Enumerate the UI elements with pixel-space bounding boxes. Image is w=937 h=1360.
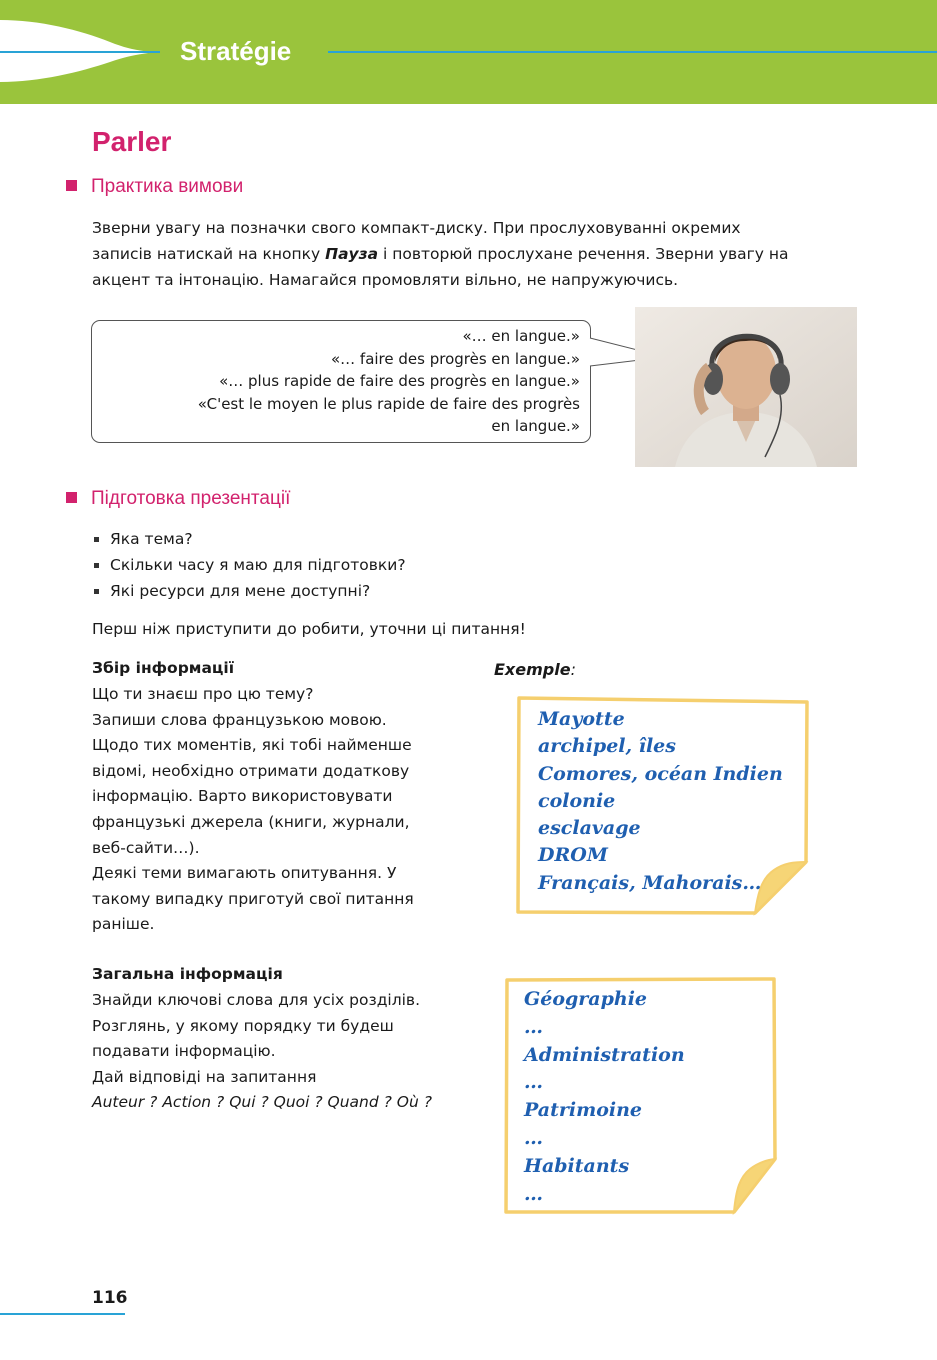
paragraph-line: і повторюй прослухане речення. Зверни увагу на: [378, 245, 789, 263]
chapter-header-band: [0, 0, 937, 104]
bubble-text: [198, 325, 580, 438]
header-wave-decoration: [0, 0, 937, 104]
note-line: …: [524, 1126, 543, 1149]
text-line: Розглянь, у якому порядку ти будеш: [92, 1016, 394, 1035]
collect-info-text: [92, 682, 462, 938]
text-line: раніше.: [92, 915, 155, 934]
note-line: Patrimoine: [524, 1099, 642, 1122]
section-presentation-title: Підготовка презентації: [91, 488, 291, 509]
note-line: colonie: [538, 789, 616, 812]
note-line: Mayotte: [538, 708, 625, 730]
note-line: DROM: [538, 844, 608, 867]
text-line: відомі, необхідно отримати додаткову: [92, 761, 410, 780]
text-line: такому випадку приготуй свої питання: [92, 889, 414, 908]
text-line: подавати інформацію.: [92, 1042, 276, 1061]
example-label-text: Exemple: [494, 660, 571, 679]
question-words: Auteur ? Action ? Qui ? Quoi ? Quand ? Où ?: [92, 1093, 432, 1112]
text-line: Деякі теми вимагають опитування. У: [92, 864, 397, 883]
example-label-colon: :: [570, 660, 576, 679]
text-line: Запиши слова французькою мовою.: [92, 710, 387, 729]
bubble-line: «… plus rapide de faire des progrès en langue.»: [219, 372, 580, 390]
collect-info-title: Збір інформації: [92, 659, 235, 677]
student-with-headphones-photo: [635, 307, 857, 467]
example-label: [494, 660, 576, 679]
sticky-note-2-text: [524, 986, 685, 1208]
section-pronunciation-heading: [66, 176, 243, 198]
general-info-title: Загальна інформація: [92, 965, 283, 983]
page-number: 116: [92, 1288, 128, 1308]
square-bullet-icon: [66, 180, 77, 191]
general-info-text: [92, 988, 462, 1116]
paragraph-line: Зверни увагу на позначки свого компакт-диску. При прослуховуванні окремих: [92, 219, 741, 237]
page-number-underline: [0, 1313, 125, 1315]
text-line: веб-сайти…).: [92, 838, 200, 857]
note-line: Administration: [524, 1043, 685, 1066]
chapter-title: Stratégie: [180, 36, 292, 66]
text-line: Що ти знаєш про цю тему?: [92, 685, 314, 703]
presentation-intro: Перш ніж приступити до робити, уточни ці питання!: [92, 620, 526, 638]
question-list: [92, 526, 406, 604]
note-line: esclavage: [538, 817, 641, 840]
square-bullet-icon: [66, 492, 77, 503]
bubble-line: «C'est le moyen le plus rapide de faire des progrès: [197, 394, 580, 413]
paragraph-line: записів натискай на кнопку: [92, 245, 326, 263]
pause-keyword: Пауза: [325, 245, 379, 263]
pronunciation-paragraph: [92, 215, 882, 293]
section-presentation-heading: [66, 488, 290, 510]
note-line: Habitants: [524, 1154, 630, 1177]
note-line: archipel, îles: [538, 735, 676, 758]
note-line: Géographie: [524, 988, 647, 1010]
note-line: …: [524, 1071, 543, 1094]
list-item: Скільки часу я маю для підготовки?: [92, 552, 406, 578]
text-line: Дай відповіді на запитання: [92, 1067, 317, 1086]
note-line: …: [524, 1182, 543, 1205]
speech-bubble: [91, 320, 591, 443]
text-line: інформацію. Варто використовувати: [92, 787, 393, 806]
text-line: французькі джерела (книги, журнали,: [92, 812, 410, 831]
paragraph-line: акцент та інтонацію. Намагайся промовляти вільно, не напружуючись.: [92, 271, 679, 289]
text-line: Знайди ключові слова для усіх розділів.: [92, 991, 420, 1009]
note-line: Français, Mahorais…: [538, 871, 762, 894]
list-item: Яка тема?: [92, 526, 406, 552]
bubble-line: «… en langue.»: [462, 327, 580, 345]
bubble-line: en langue.»: [491, 417, 580, 435]
note-line: …: [524, 1015, 543, 1038]
sticky-note-1-text: [538, 706, 783, 897]
section-pronunciation-title: Практика вимови: [91, 176, 244, 197]
page-heading: Parler: [92, 126, 172, 157]
note-line: Comores, océan Indien: [538, 762, 783, 785]
list-item: Які ресурси для мене доступні?: [92, 578, 406, 604]
text-line: Щодо тих моментів, які тобі найменше: [92, 736, 412, 755]
bubble-line: «… faire des progrès en langue.»: [330, 349, 580, 368]
